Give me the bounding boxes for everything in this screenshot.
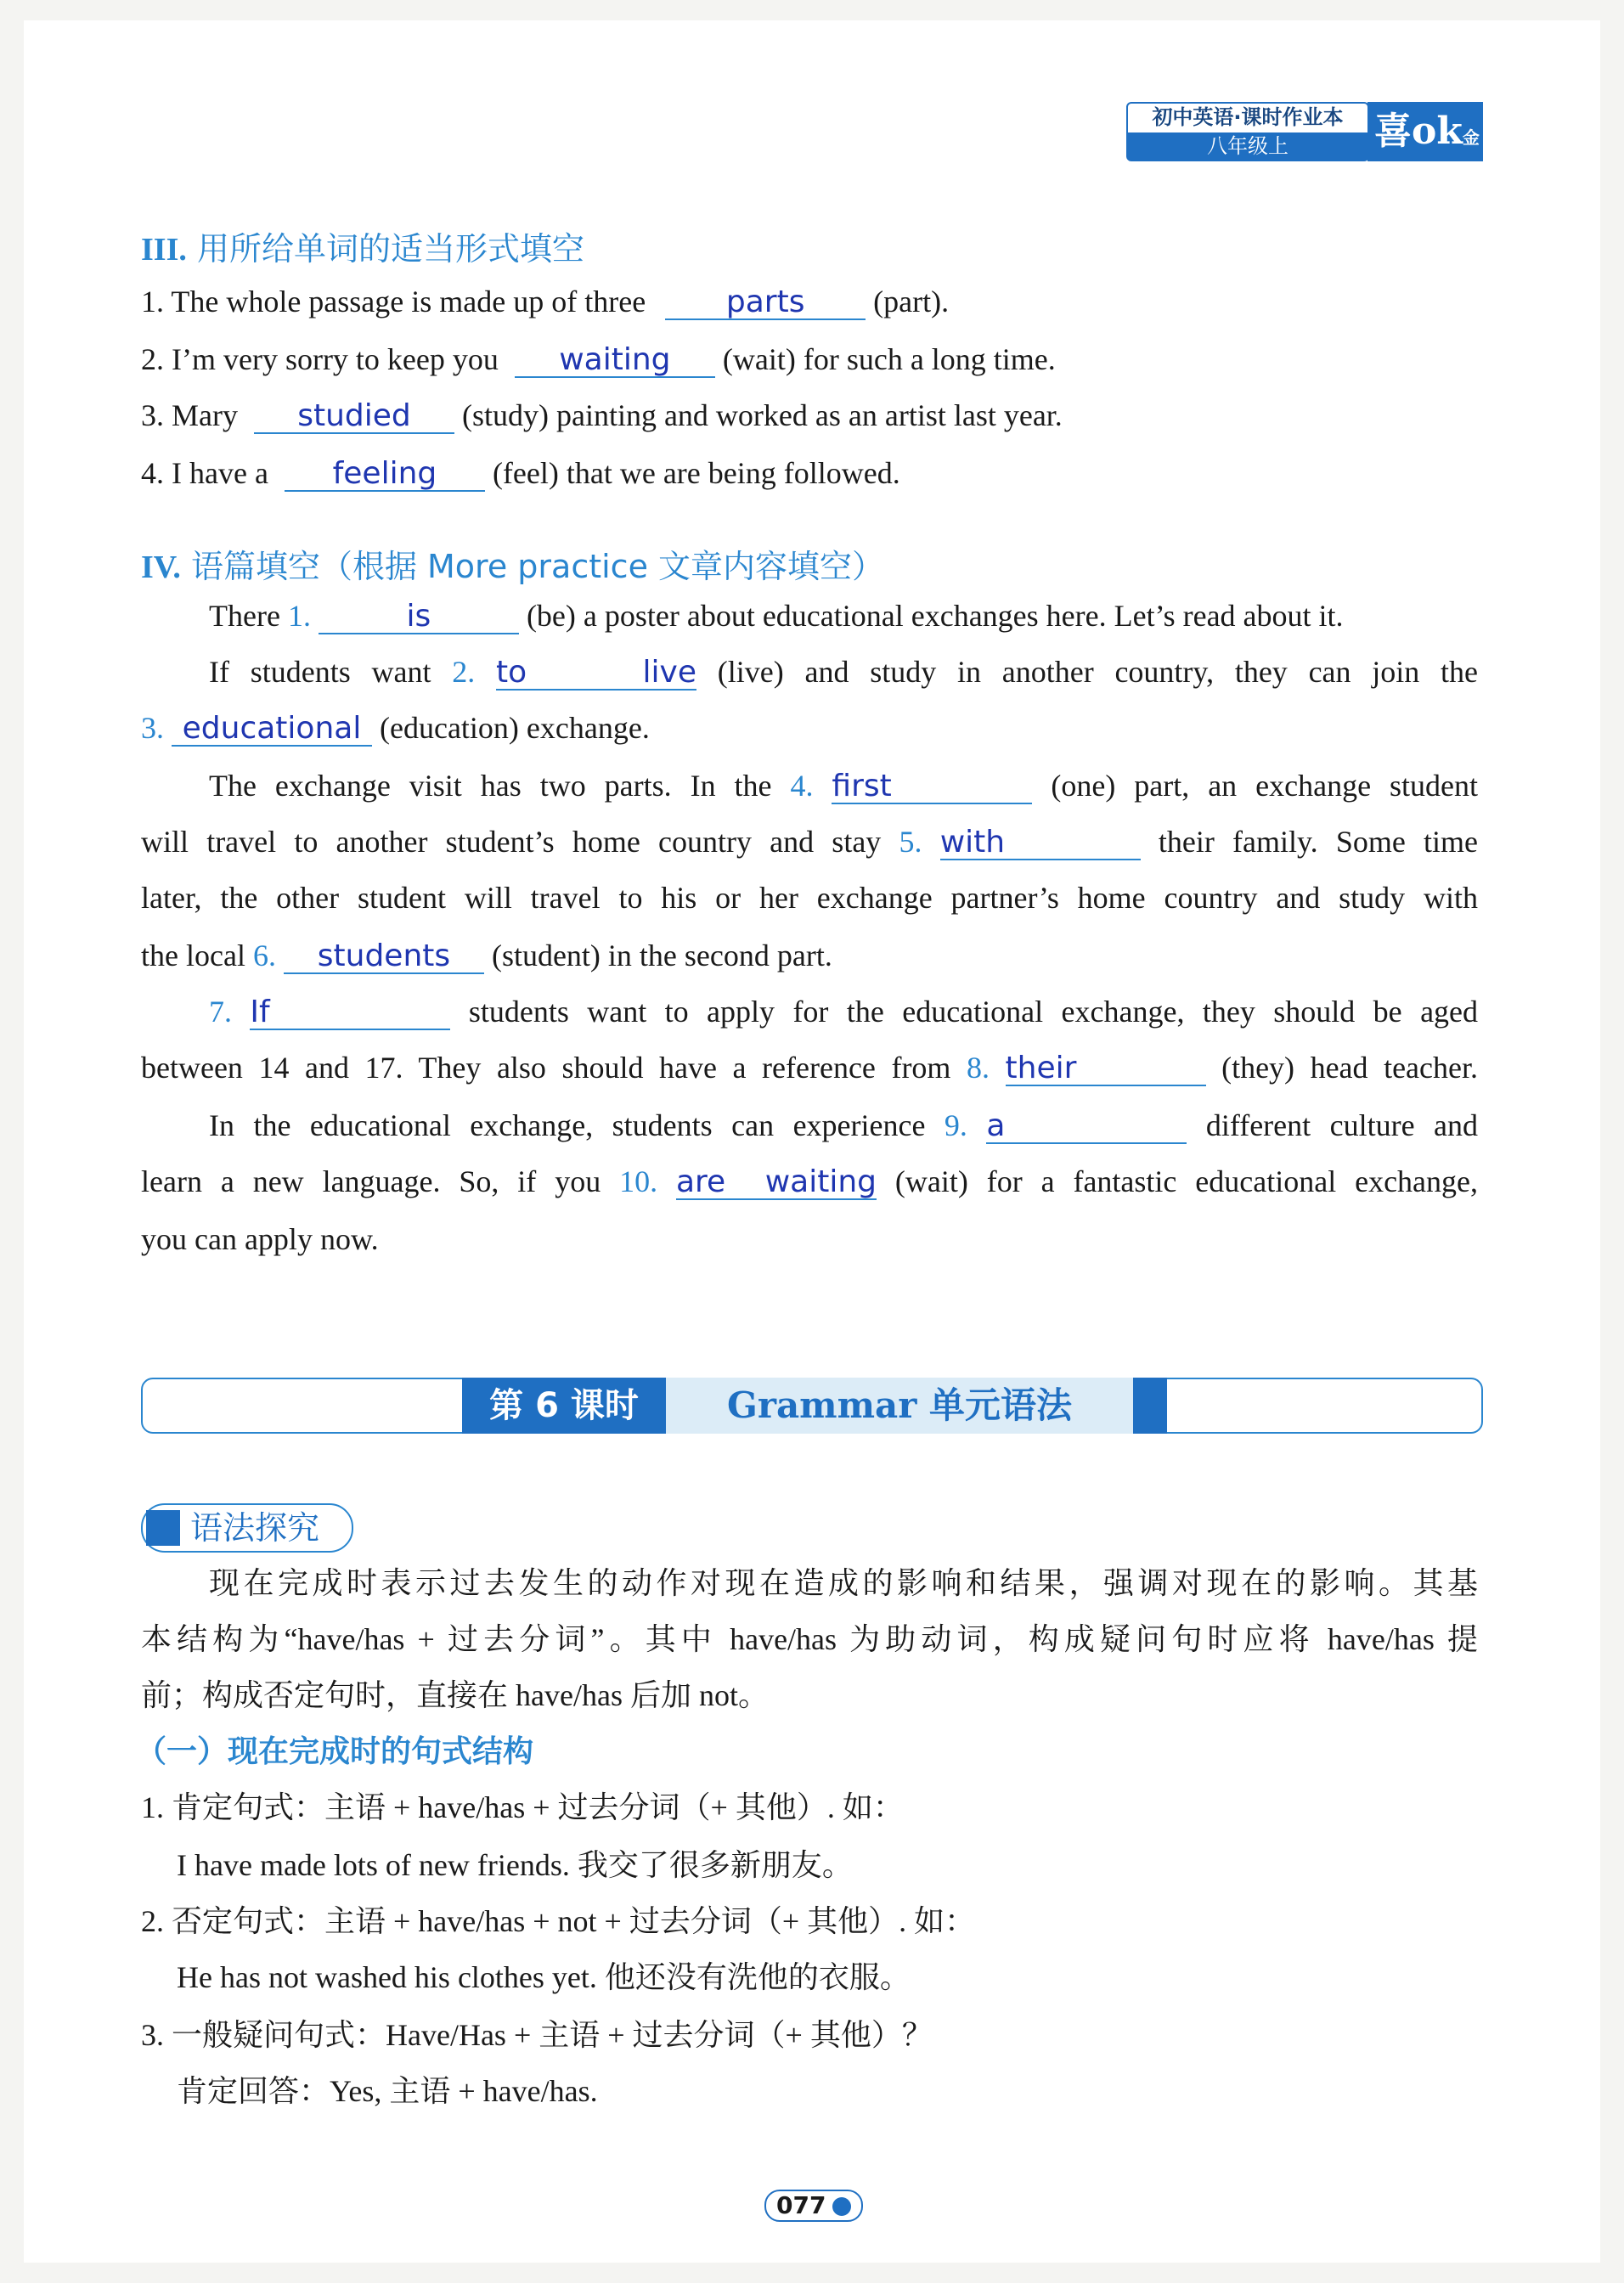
q3-item-2 <box>141 341 1056 378</box>
blank-number: 9. <box>944 1108 967 1142</box>
passage-line-3 <box>141 710 650 747</box>
blank-number: 1. <box>287 599 311 633</box>
item-hint: (wait) for such a long time. <box>722 342 1056 376</box>
blank-number: 5. <box>899 825 922 859</box>
passage-text: In the educational exchange, students can experience <box>209 1108 926 1142</box>
grammar-para-1: 现在完成时表示过去发生的动作对现在造成的影响和结果，强调对现在的影响。其基 <box>209 1566 1478 1600</box>
blank-number: 7. <box>209 995 232 1029</box>
grammar-subheading: （一）现在完成时的句式结构 <box>136 1734 534 1769</box>
structure-3: 3. 一般疑问句式：Have/Has + 主语 + 过去分词（+ 其他）？ <box>141 2018 933 2052</box>
passage-text: (student) in the second part. <box>491 939 832 972</box>
passage-text: (wait) for a fantastic educational exchange, <box>894 1164 1479 1198</box>
q3-item-3 <box>141 397 1063 434</box>
series-title: 初中英语·课时作业本 <box>1152 105 1344 129</box>
lesson-title: Grammar 单元语法 <box>666 1378 1133 1434</box>
section-3-heading <box>141 223 584 269</box>
passage-text: their family. Some time <box>1158 825 1479 859</box>
grammar-tag <box>141 1503 353 1553</box>
passage-text: (education) exchange. <box>380 711 650 745</box>
blank-number: 3. <box>141 711 164 745</box>
passage-text: students want to apply for the educational exchange, they should be aged <box>468 995 1479 1029</box>
item-text: Mary <box>172 398 238 432</box>
passage-text: (they) head teacher. <box>1221 1051 1478 1085</box>
passage-text: you can apply now. <box>141 1222 379 1256</box>
grammar-para-2: 本结构为“have/has + 过去分词”。其中 have/has 为助动词，构成疑问句时应将 have/has 提 <box>141 1622 1478 1656</box>
section-4-heading <box>141 540 884 587</box>
blank-number: 8. <box>966 1051 990 1085</box>
banner-accent <box>1133 1378 1167 1434</box>
page-number: 077 <box>776 2191 826 2219</box>
passage-text: different culture and <box>1205 1108 1478 1142</box>
passage-line-4 <box>209 768 1478 804</box>
brand-logo-sub: 金卷 <box>1374 127 1480 213</box>
structure-2: 2. 否定句式：主语 + have/has + not + 过去分词（+ 其他）. 如： <box>141 1904 976 1938</box>
passage-text: (one) part, an exchange student <box>1051 769 1478 803</box>
answer-blank[interactable]: first <box>832 770 1032 804</box>
answer-blank[interactable]: are waiting <box>675 1164 877 1199</box>
passage-line-7 <box>141 938 832 974</box>
item-number: 1. <box>141 285 164 318</box>
series-box <box>1126 102 1369 161</box>
item-hint: (feel) that we are being followed. <box>492 456 900 490</box>
blank-number: 6. <box>252 939 276 972</box>
answer-blank[interactable]: waiting <box>515 344 715 378</box>
page-number-badge <box>764 2190 863 2222</box>
structure-1: 1. 肯定句式：主语 + have/has + 过去分词（+ 其他）. 如： <box>141 1790 904 1824</box>
grammar-para-3: 前；构成否定句时，直接在 have/has 后加 not。 <box>141 1678 769 1712</box>
series-header <box>1126 102 1483 213</box>
q3-item-1 <box>141 284 949 320</box>
example-1: I have made lots of new friends. 我交了很多新朋友。 <box>177 1848 853 1882</box>
item-hint: (part). <box>873 285 950 318</box>
item-hint: (study) painting and worked as an artist last year. <box>461 398 1063 432</box>
passage-text: learn a new language. So, if you <box>141 1164 601 1198</box>
passage-line-12 <box>141 1221 379 1257</box>
item-text: I have a <box>172 456 268 490</box>
answer-blank[interactable]: feeling <box>285 458 485 492</box>
blank-number: 10. <box>619 1164 658 1198</box>
blank-number: 4. <box>790 769 814 803</box>
passage-text: the local <box>141 939 245 972</box>
passage-line-8 <box>209 994 1478 1030</box>
answer-blank[interactable]: students <box>284 940 484 974</box>
passage-line-2 <box>209 654 1478 691</box>
lesson-banner <box>141 1378 1483 1434</box>
item-text: The whole passage is made up of three <box>171 285 646 318</box>
answer-blank[interactable]: a <box>986 1110 1187 1144</box>
passage-line-10 <box>209 1108 1478 1144</box>
passage-text: will travel to another student’s home country and stay <box>141 825 882 859</box>
q3-item-4 <box>141 455 900 492</box>
passage-text: The exchange visit has two parts. In the <box>209 769 772 803</box>
item-number: 4. <box>141 456 164 490</box>
page-dot-icon <box>832 2197 851 2216</box>
example-2: He has not washed his clothes yet. 他还没有洗他的衣服。 <box>177 1960 911 1994</box>
answer-blank[interactable]: parts <box>665 286 866 320</box>
example-3: 肯定回答：Yes, 主语 + have/has. <box>177 2074 598 2108</box>
passage-line-6 <box>141 880 1478 916</box>
section-4-label: IV. <box>141 550 181 585</box>
answer-blank[interactable]: is <box>319 600 519 634</box>
section-4-title: 语篇填空（根据 More practice 文章内容填空） <box>190 548 885 585</box>
item-number: 2. <box>141 342 164 376</box>
answer-blank[interactable]: If <box>250 996 450 1030</box>
passage-text: between 14 and 17. They also should have a reference from <box>141 1051 951 1085</box>
answer-blank[interactable]: educational <box>172 713 372 747</box>
passage-text: (be) a poster about educational exchanges here. Let’s read about it. <box>526 599 1344 633</box>
section-3-title: 用所给单词的适当形式填空 <box>196 230 584 268</box>
passage-line-1 <box>209 598 1344 634</box>
brand-logo <box>1367 102 1483 213</box>
answer-blank[interactable]: with <box>940 826 1141 860</box>
tag-square-icon <box>146 1510 180 1546</box>
passage-line-9 <box>141 1050 1478 1086</box>
grade-label: 八年级上 <box>1128 132 1367 160</box>
passage-text: (live) and study in another country, they can join the <box>717 655 1479 689</box>
answer-blank[interactable]: their <box>1006 1052 1206 1086</box>
item-text: I’m very sorry to keep you <box>172 342 499 376</box>
passage-line-5 <box>141 824 1478 860</box>
passage-text: later, the other student will travel to his or her exchange partner’s home country and study with <box>141 881 1478 915</box>
grammar-tag-label: 语法探究 <box>190 1509 320 1547</box>
answer-blank[interactable]: to live <box>496 655 696 690</box>
blank-number: 2. <box>452 655 476 689</box>
passage-text: If students want <box>209 655 431 689</box>
answer-blank[interactable]: studied <box>254 400 454 434</box>
section-3-label: III. <box>141 232 187 268</box>
brand-logo-text: 喜ok <box>1374 110 1463 153</box>
item-number: 3. <box>141 398 164 432</box>
passage-line-11 <box>141 1164 1478 1200</box>
lesson-number: 第 6 课时 <box>462 1378 666 1434</box>
passage-text: There <box>209 599 280 633</box>
